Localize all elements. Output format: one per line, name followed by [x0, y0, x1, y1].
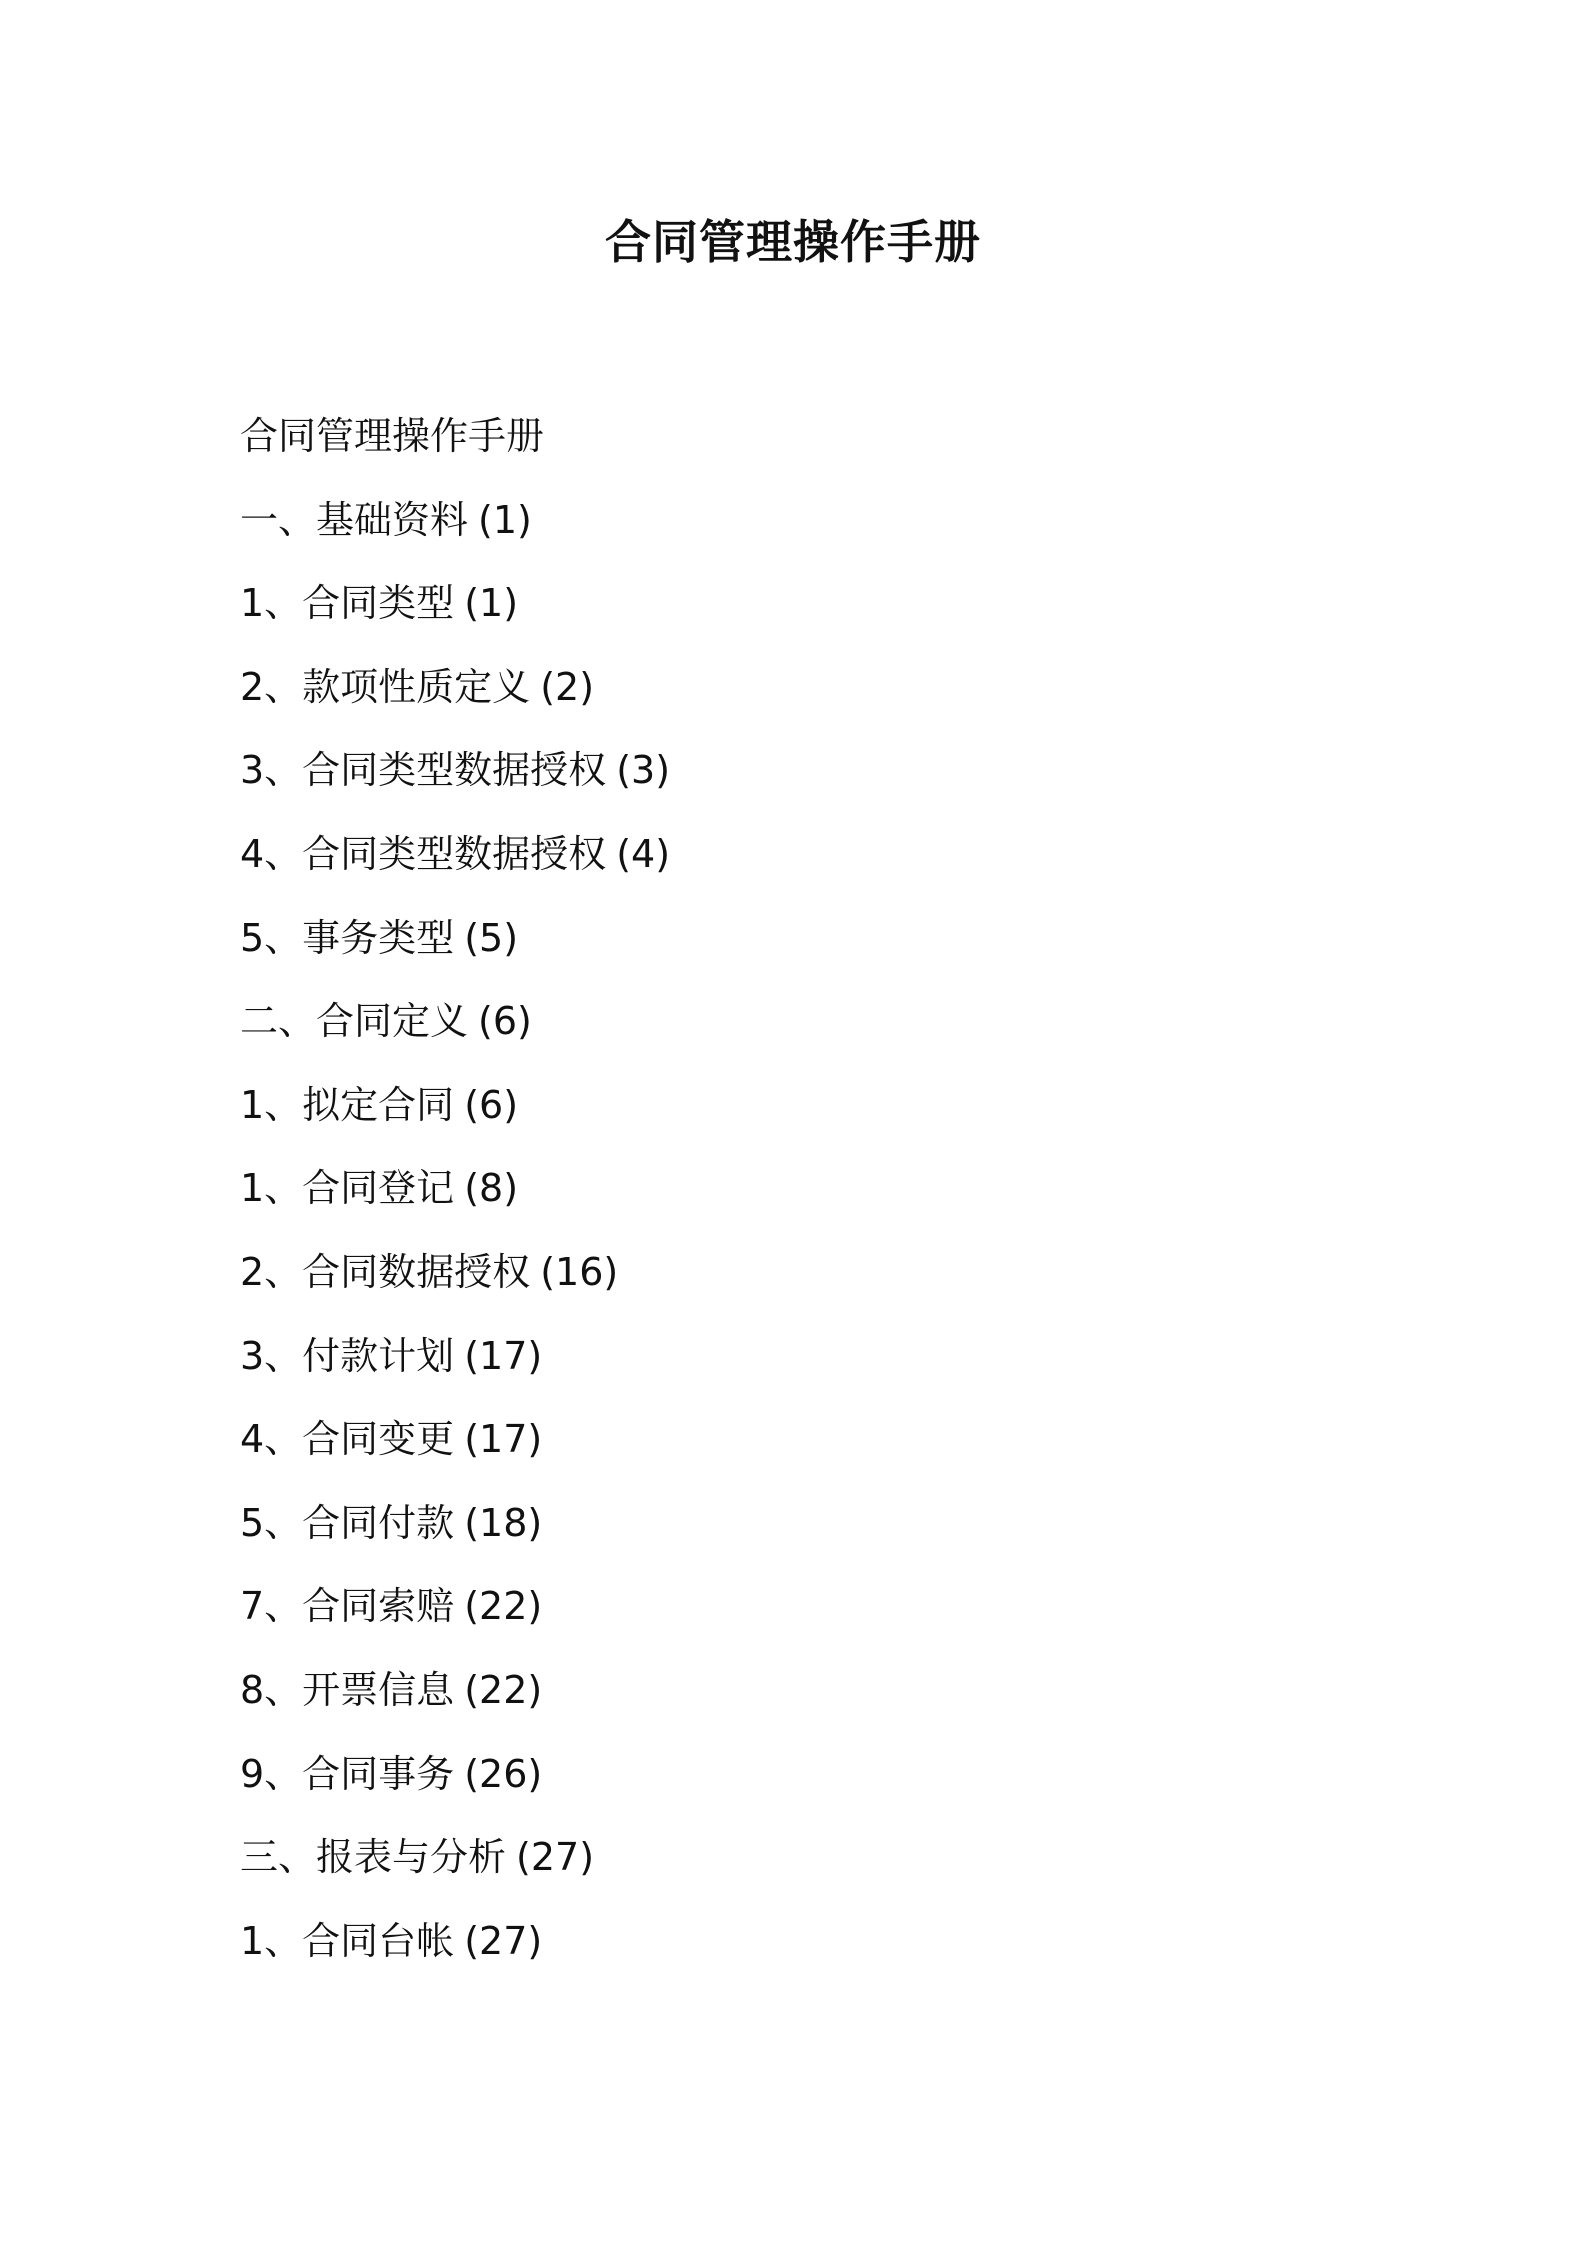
toc-entry	[240, 1328, 670, 1412]
toc-entry-text: 5、事务类型	[240, 915, 455, 960]
table-of-contents	[240, 408, 670, 1996]
toc-entry-text: 二、合同定义	[240, 999, 469, 1044]
toc-entry-page: (2)	[540, 664, 595, 709]
toc-entry-page: (8)	[464, 1166, 519, 1211]
toc-entry-text: 一、基础资料	[240, 497, 469, 542]
toc-entry-text: 8、开票信息	[240, 1667, 455, 1712]
toc-entry-text: 4、合同变更	[240, 1417, 455, 1462]
toc-entry-text: 3、合同类型数据授权	[240, 748, 607, 793]
toc-entry-page: (16)	[540, 1249, 619, 1294]
toc-entry-page: (17)	[464, 1417, 543, 1462]
toc-entry	[240, 1244, 670, 1328]
toc-entry	[240, 1662, 670, 1746]
toc-entry-text: 2、合同数据授权	[240, 1249, 531, 1294]
toc-entry-text: 三、报表与分析	[240, 1835, 507, 1880]
toc-entry	[240, 742, 670, 826]
toc-entry-text: 9、合同事务	[240, 1751, 455, 1796]
toc-entry	[240, 575, 670, 659]
toc-entry-page: (4)	[616, 831, 671, 876]
toc-entry-text: 5、合同付款	[240, 1500, 455, 1545]
toc-entry	[240, 659, 670, 743]
toc-entry-text: 7、合同索赔	[240, 1584, 455, 1629]
toc-entry	[240, 910, 670, 994]
toc-entry-page: (18)	[464, 1500, 543, 1545]
toc-entry-page: (1)	[464, 581, 519, 626]
toc-entry-text: 4、合同类型数据授权	[240, 831, 607, 876]
toc-entry	[240, 826, 670, 910]
toc-entry-page: (1)	[478, 497, 532, 542]
toc-entry-text: 1、合同类型	[240, 581, 455, 626]
toc-entry-text: 2、款项性质定义	[240, 664, 531, 709]
toc-entry-page: (17)	[464, 1333, 543, 1378]
toc-entry-page: (27)	[516, 1835, 595, 1880]
toc-entry-page: (5)	[464, 915, 519, 960]
toc-entry	[240, 1077, 670, 1161]
document-title: 合同管理操作手册	[605, 215, 981, 269]
toc-entry-text: 1、拟定合同	[240, 1082, 455, 1127]
toc-entry-page: (3)	[616, 748, 671, 793]
toc-entry	[240, 1829, 670, 1913]
toc-entry-page: (6)	[464, 1082, 519, 1127]
toc-entry	[240, 993, 670, 1077]
toc-entry	[240, 408, 670, 492]
toc-entry	[240, 1578, 670, 1662]
toc-entry-page: (22)	[464, 1667, 543, 1712]
toc-entry-page: (26)	[464, 1751, 543, 1796]
toc-entry	[240, 1746, 670, 1830]
toc-entry	[240, 1495, 670, 1579]
toc-entry	[240, 1160, 670, 1244]
toc-entry-page: (27)	[464, 1918, 543, 1963]
toc-entry-page: (22)	[464, 1584, 543, 1629]
toc-entry	[240, 492, 670, 576]
toc-entry	[240, 1913, 670, 1997]
toc-entry-page: (6)	[478, 999, 532, 1044]
toc-entry-text: 1、合同台帐	[240, 1918, 455, 1963]
toc-entry-text: 3、付款计划	[240, 1333, 455, 1378]
toc-entry-text: 1、合同登记	[240, 1166, 455, 1211]
toc-entry-text: 合同管理操作手册	[240, 414, 545, 458]
toc-entry	[240, 1411, 670, 1495]
